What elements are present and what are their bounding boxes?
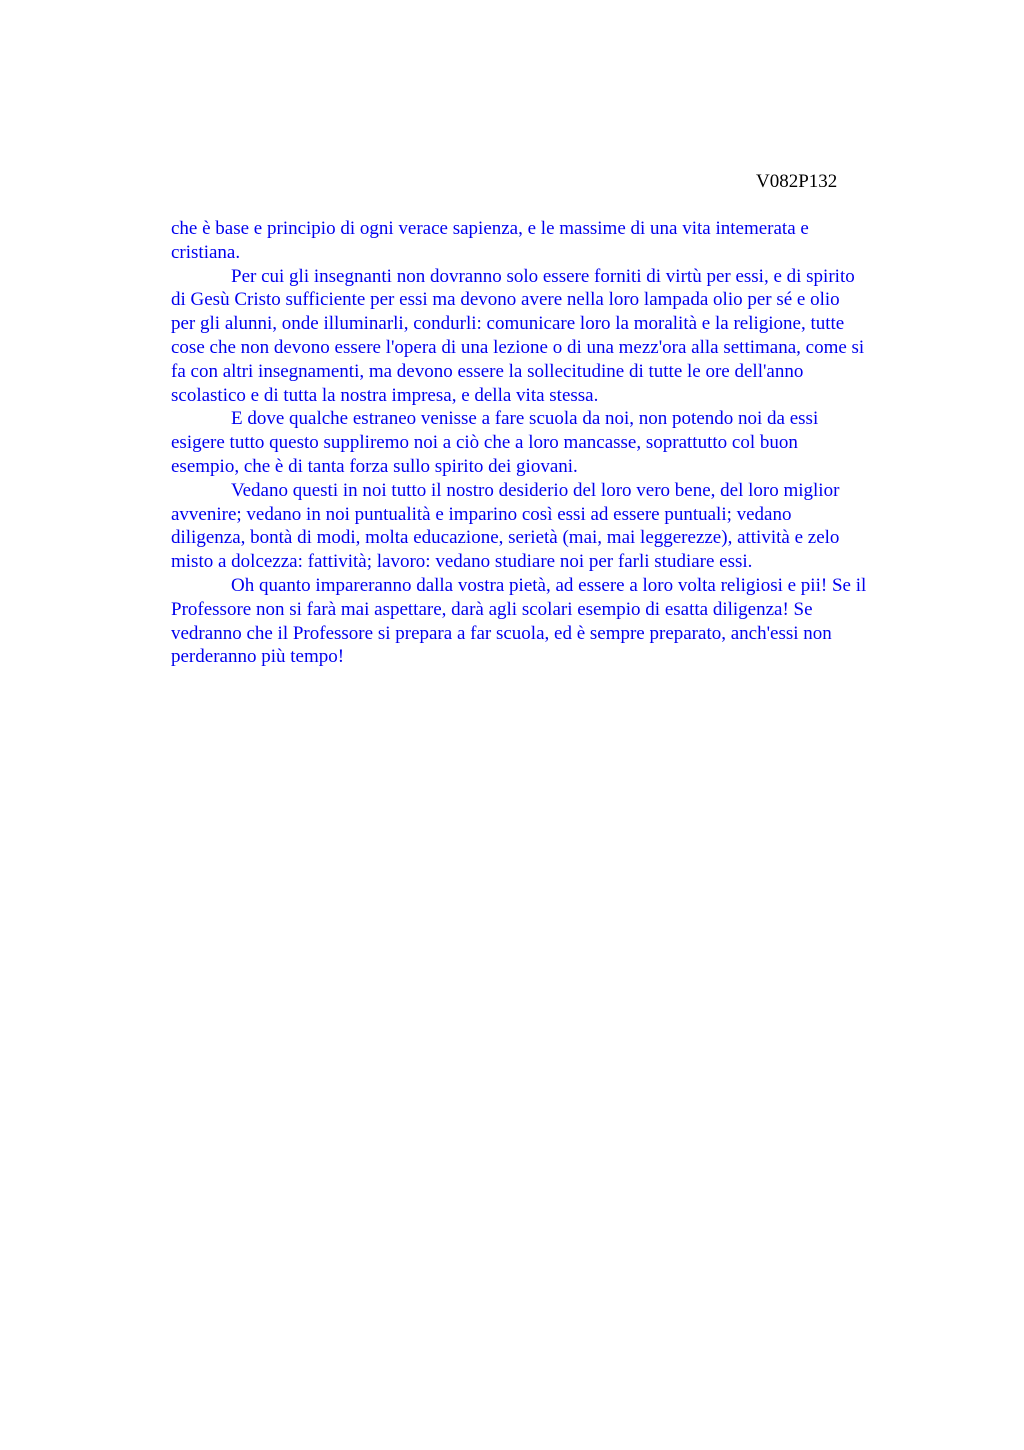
paragraph-first-line: Per cui gli insegnanti non dovranno solo essere forniti di virtù per essi, e di spirito bbox=[231, 265, 855, 287]
text-line: fa con altri insegnamenti, ma devono essere la sollecitudine di tutte le ore dell'anno bbox=[171, 360, 804, 382]
paragraph-first-line: Oh quanto impareranno dalla vostra pietà, ad essere a loro volta religiosi e pii! Se il bbox=[231, 574, 867, 596]
text-line: di Gesù Cristo sufficiente per essi ma devono avere nella loro lampada olio per sé e olio bbox=[171, 289, 840, 311]
text-line: vedranno che il Professore si prepara a far scuola, ed è sempre preparato, anch'essi non bbox=[171, 622, 832, 644]
paragraph-first-line: Vedano questi in noi tutto il nostro desiderio del loro vero bene, del loro miglior bbox=[231, 479, 840, 501]
text-line: misto a dolcezza: fattività; lavoro: vedano studiare noi per farli studiare essi. bbox=[171, 551, 753, 573]
text-line: esempio, che è di tanta forza sullo spirito dei giovani. bbox=[171, 455, 578, 477]
page-code: V082P132 bbox=[756, 171, 838, 192]
text-line: cristiana. bbox=[171, 241, 241, 263]
text-line: per gli alunni, onde illuminarli, condurli: comunicare loro la moralità e la religione, tutte bbox=[171, 313, 845, 335]
text-line: diligenza, bontà di modi, molta educazione, serietà (mai, mai leggerezze), attività e zelo bbox=[171, 527, 840, 549]
text-line: scolastico e di tutta la nostra impresa, e della vita stessa. bbox=[171, 384, 599, 406]
document-body bbox=[171, 217, 931, 669]
text-line: avvenire; vedano in noi puntualità e imparino così essi ad essere puntuali; vedano bbox=[171, 503, 792, 525]
text-line: che è base e principio di ogni verace sapienza, e le massime di una vita intemerata e bbox=[171, 218, 809, 239]
text-line: cose che non devono essere l'opera di una lezione o di una mezz'ora alla settimana, come si bbox=[171, 336, 865, 358]
text-line: perderanno più tempo! bbox=[171, 646, 345, 668]
text-line: esigere tutto questo suppliremo noi a ciò che a loro mancasse, soprattutto col buon bbox=[171, 432, 798, 454]
text-line: Professore non si farà mai aspettare, darà agli scolari esempio di esatta diligenza! Se bbox=[171, 598, 813, 620]
paragraph-first-line: E dove qualche estraneo venisse a fare scuola da noi, non potendo noi da essi bbox=[231, 408, 819, 430]
